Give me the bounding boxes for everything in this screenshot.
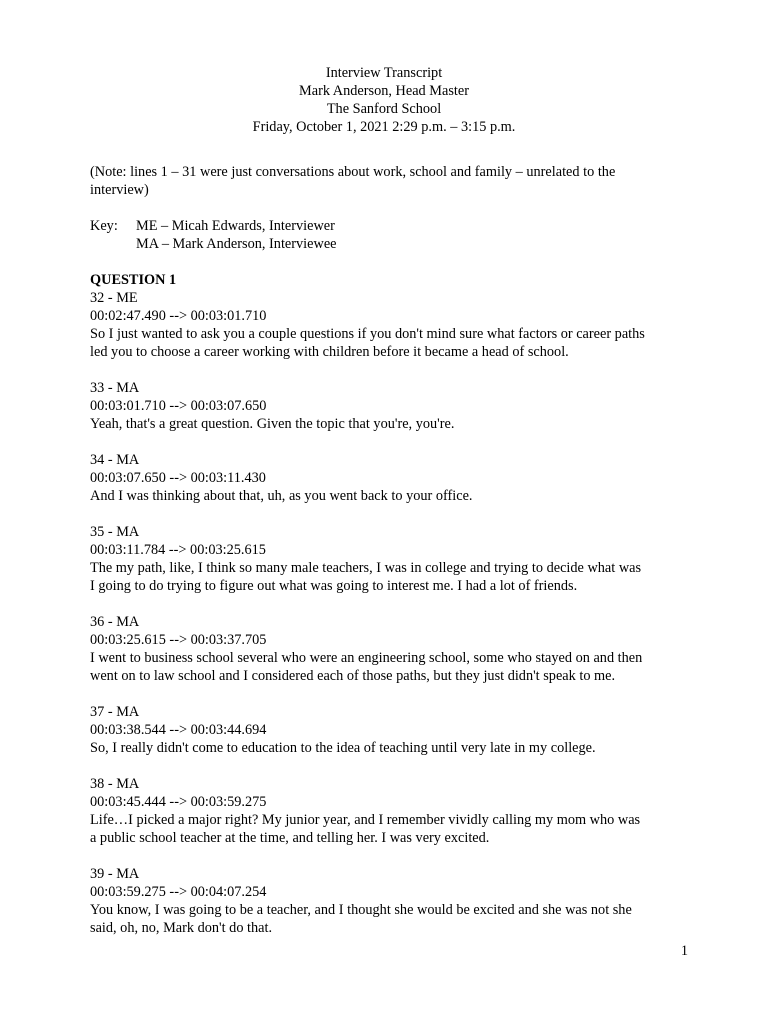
entry-speaker: 39 - MA	[90, 866, 140, 882]
entry-speaker: 36 - MA	[90, 614, 140, 630]
speaker-key	[90, 217, 690, 253]
transcript-entry	[90, 613, 680, 685]
transcript-entry	[90, 865, 680, 937]
key-row	[90, 217, 690, 235]
entry-timestamp: 00:03:01.710 --> 00:03:07.650	[90, 398, 267, 414]
note-line: interview)	[90, 182, 149, 198]
entry-speaker: 34 - MA	[90, 452, 140, 468]
entry-speaker: 38 - MA	[90, 776, 140, 792]
school-name: The Sanford School	[326, 101, 442, 117]
note-line: (Note: lines 1 – 31 were just conversations about work, school and family – unrelated to the	[90, 164, 616, 180]
key-entry-interviewee: MA – Mark Anderson, Interviewee	[136, 236, 337, 252]
transcript-entry	[90, 703, 680, 757]
entry-text-line: went on to law school and I considered each of those paths, but they just didn't speak to me.	[90, 668, 616, 684]
entry-text-line: So, I really didn't come to education to the idea of teaching until very late in my college.	[90, 740, 596, 756]
transcript-entry	[90, 523, 680, 595]
page-number: 1	[680, 943, 688, 959]
entry-timestamp: 00:03:25.615 --> 00:03:37.705	[90, 632, 267, 648]
entry-text-line: a public school teacher at the time, and telling her. I was very excited.	[90, 830, 490, 846]
entry-timestamp: 00:03:38.544 --> 00:03:44.694	[90, 722, 267, 738]
entry-timestamp: 00:03:07.650 --> 00:03:11.430	[90, 470, 266, 486]
entry-text-line: Yeah, that's a great question. Given the topic that you're, you're.	[90, 416, 455, 432]
entry-timestamp: 00:02:47.490 --> 00:03:01.710	[90, 308, 267, 324]
transcript-entry	[90, 775, 680, 847]
interviewee-name: Mark Anderson, Head Master	[299, 83, 469, 99]
entry-text-line: And I was thinking about that, uh, as you went back to your office.	[90, 488, 473, 504]
entry-speaker: 33 - MA	[90, 380, 140, 396]
entry-text-line: I going to do trying to figure out what was going to interest me. I had a lot of friends.	[90, 578, 578, 594]
entry-text-line: The my path, like, I think so many male teachers, I was in college and trying to decide what was	[90, 560, 642, 576]
transcript-note	[90, 163, 690, 199]
transcript-header	[0, 64, 768, 136]
entry-timestamp: 00:03:11.784 --> 00:03:25.615	[90, 542, 266, 558]
interview-datetime: Friday, October 1, 2021 2:29 p.m. – 3:15 p.m.	[252, 119, 516, 135]
entry-speaker: 32 - ME	[90, 290, 138, 306]
transcript-body	[90, 271, 680, 955]
entry-speaker: 35 - MA	[90, 524, 140, 540]
entry-text-line: led you to choose a career working with children before it became a head of school.	[90, 344, 569, 360]
entry-text-line: Life…I picked a major right? My junior year, and I remember vividly calling my mom who was	[90, 812, 641, 828]
entry-timestamp: 00:03:45.444 --> 00:03:59.275	[90, 794, 267, 810]
key-entry-interviewer: ME – Micah Edwards, Interviewer	[136, 218, 335, 234]
transcript-entry	[90, 289, 680, 361]
entry-text-line: So I just wanted to ask you a couple questions if you don't mind sure what factors or career paths	[90, 326, 645, 342]
entry-text-line: You know, I was going to be a teacher, and I thought she would be excited and she was not she	[90, 902, 632, 918]
key-row	[90, 235, 690, 253]
transcript-title: Interview Transcript	[325, 65, 443, 81]
transcript-entry	[90, 451, 680, 505]
entry-timestamp: 00:03:59.275 --> 00:04:07.254	[90, 884, 267, 900]
entry-speaker: 37 - MA	[90, 704, 140, 720]
transcript-entry	[90, 379, 680, 433]
entry-text-line: I went to business school several who were an engineering school, some who stayed on and then	[90, 650, 643, 666]
key-label: Key:	[90, 218, 118, 234]
question-heading: QUESTION 1	[90, 272, 177, 288]
entry-text-line: said, oh, no, Mark don't do that.	[90, 920, 273, 936]
